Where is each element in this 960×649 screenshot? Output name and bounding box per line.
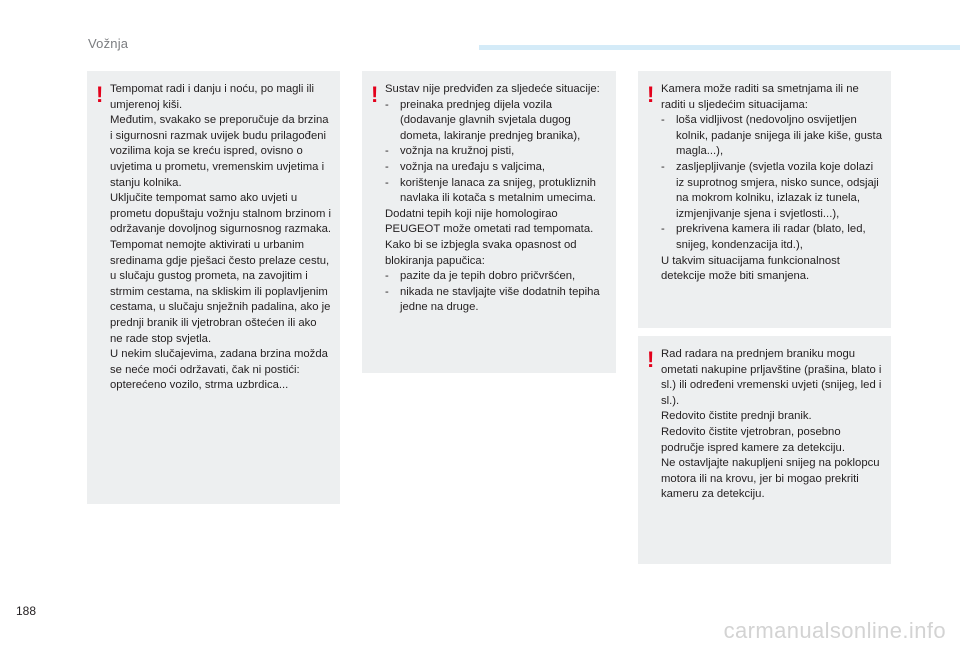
list-item: - zasljepljivanje (svjetla vozila koje dolazi iz suprotnog smjera, nisko sunce, odsjaji na mokrom kolniku, izlazak iz tunela, izmjenjivanje sjena i svjetlosti...), [661, 160, 879, 220]
watermark: carmanualsonline.info [723, 618, 946, 643]
paragraph: Dodatni tepih koji nije homologirao PEUGEOT može ometati rad tempomata. Kako bi se izbjegla svaka opasnost od blokiranja papučica: [385, 207, 594, 267]
warning-panel-cruise-control [87, 71, 340, 504]
warning-icon: ! [647, 82, 655, 107]
page-number: 188 [16, 604, 37, 618]
paragraph: U nekim slučajevima, zadana brzina možda se neće moći održavati, čak ni postići: opterećeno vozilo, strma uzbrdica... [110, 348, 328, 392]
bullet-list [385, 98, 608, 207]
paragraph: Redovito čistite vjetrobran, posebno područje ispred kamere za detekciju. [661, 425, 845, 454]
list-item: - nikada ne stavljajte više dodatnih tepiha jedne na druge. [385, 285, 600, 314]
list-item: - korištenje lanaca za snijeg, protukliznih navlaka ili kotača s metalnim umecima. [385, 176, 596, 205]
paragraph: Tempomat nemojte aktivirati u urbanim sredinama gdje pješaci često prelaze cestu, u slučaju gustog prometa, na zavojitim i strmim cestama, na skliskim ili poplavljenim cestama, u slučaju snježnih padalina, ako je prednji branik ili vjetrobran oštećen ili ako ne rade stop svjetla. [110, 238, 331, 345]
list-item: - vožnja na uređaju s valjcima, [385, 160, 546, 173]
list-item: - loša vidljivost (nedovoljno osvijetljen kolnik, padanje snijega ili jake kiše, gusta magla...), [661, 114, 882, 158]
header-bar [479, 45, 960, 50]
list-item: - prekrivena kamera ili radar (blato, led, snijeg, kondenzacija itd.), [661, 223, 866, 251]
paragraph: Redovito čistite prednji branik. [661, 410, 812, 423]
warning-icon: ! [96, 82, 104, 107]
warning-panel-system-limits [362, 71, 616, 373]
paragraph: Sustav nije predviđen za sljedeće situacije: [385, 83, 600, 95]
list-item: - preinaka prednjeg dijela vozila (dodavanje glavnih svjetala dugog dometa, lakiranje prednjeg branika), [385, 98, 581, 142]
warning-icon: ! [647, 347, 655, 372]
list-item: - pazite da je tepih dobro pričvršćen, [385, 270, 576, 283]
section-title: Vožnja [88, 36, 129, 51]
bullet-list [661, 113, 883, 253]
paragraph: Ne ostavljajte nakupljeni snijeg na poklopcu motora ili na krovu, jer bi mogao prekriti kameru za detekciju. [661, 457, 880, 501]
paragraph: Međutim, svakako se preporučuje da brzina i sigurnosni razmak uvijek budu prilagođeni vozilima koja se kreću ispred, ovisno o uvjetima u prometu, vremenskim uvjetima i stanju kolnika. [110, 114, 329, 189]
paragraph: U takvim situacijama funkcionalnost detekcije može biti smanjena. [661, 254, 840, 283]
bullet-list [385, 269, 608, 316]
list-item: - vožnja na kružnoj pisti, [385, 145, 515, 158]
paragraph: Tempomat radi i danju i noću, po magli ili umjerenoj kiši. [110, 83, 315, 111]
warning-icon: ! [371, 82, 379, 107]
paragraph: Rad radara na prednjem braniku mogu ometati nakupine prljavštine (prašina, blato i sl.) ili određeni vremenski uvjeti (snijeg, led i sl.). [661, 348, 882, 407]
warning-panel-radar [638, 336, 891, 564]
paragraph: Kamera može raditi sa smetnjama ili ne raditi u sljedećim situacijama: [661, 83, 859, 111]
warning-panel-camera [638, 71, 891, 328]
paragraph: Uključite tempomat samo ako uvjeti u prometu dopuštaju vožnju stalnom brzinom i održavanje dovoljnog sigurnosnog razmaka. [110, 192, 332, 236]
